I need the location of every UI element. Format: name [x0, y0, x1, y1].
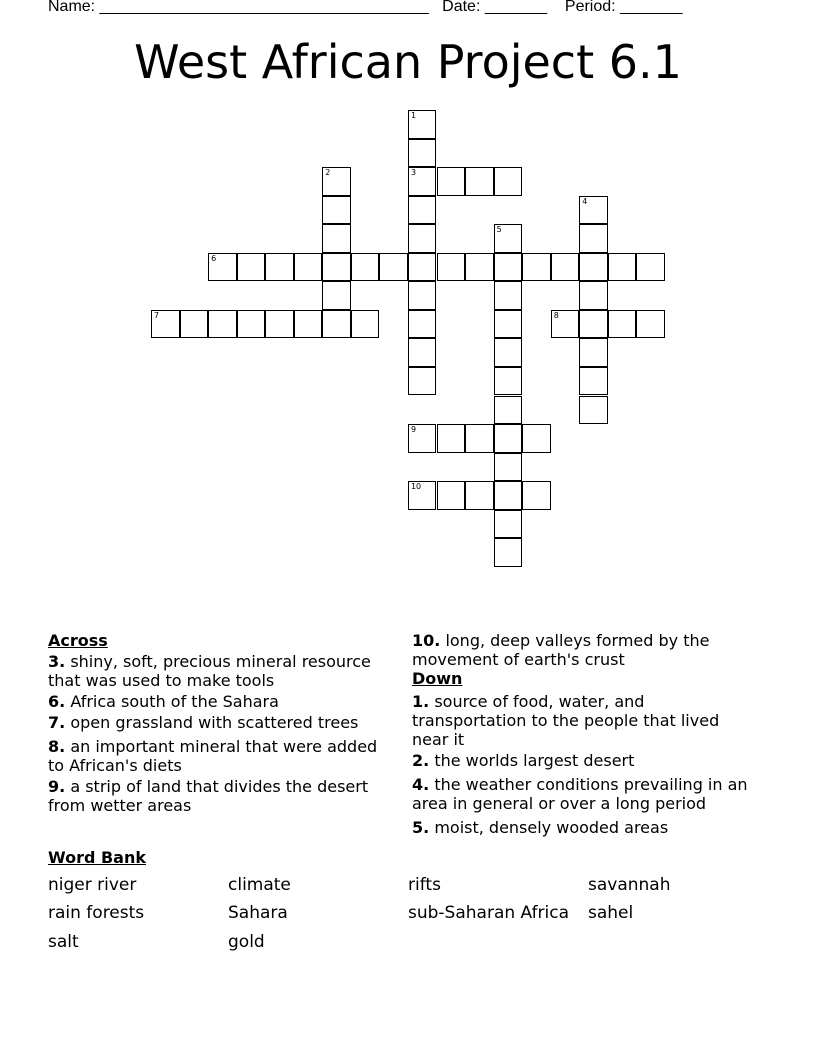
crossword-cell[interactable]	[180, 310, 209, 339]
word-bank-word: Sahara	[228, 903, 288, 923]
clue-across-3: 3. shiny, soft, precious mineral resource that was used to make tools	[48, 652, 371, 690]
word-bank-word: salt	[48, 932, 79, 952]
word-bank-word: niger river	[48, 875, 137, 895]
crossword-cell[interactable]	[408, 281, 437, 310]
crossword-cell[interactable]	[408, 167, 437, 196]
crossword-cell[interactable]	[608, 253, 637, 282]
crossword-cell[interactable]	[351, 310, 380, 339]
crossword-cell[interactable]	[151, 310, 180, 339]
cell-number: 5	[496, 225, 502, 235]
crossword-cell[interactable]	[494, 367, 523, 396]
crossword-cell[interactable]	[494, 338, 523, 367]
crossword-cell[interactable]	[294, 253, 323, 282]
crossword-cell[interactable]	[522, 424, 551, 453]
crossword-cell[interactable]	[551, 253, 580, 282]
crossword-cell[interactable]	[494, 281, 523, 310]
crossword-cell[interactable]	[408, 310, 437, 339]
crossword-cell[interactable]	[579, 281, 608, 310]
clue-across-8: 8. an important mineral that were added to African's diets	[48, 737, 378, 775]
crossword-cell[interactable]	[465, 167, 494, 196]
cell-number: 4	[582, 196, 588, 206]
page-title: West African Project 6.1	[134, 35, 682, 89]
crossword-cell[interactable]	[494, 510, 523, 539]
cell-number: 9	[410, 425, 417, 435]
crossword-cell[interactable]	[408, 338, 437, 367]
crossword-cell[interactable]	[408, 424, 437, 453]
crossword-cell[interactable]	[322, 281, 351, 310]
cell-number: 7	[154, 310, 160, 320]
crossword-cell[interactable]	[408, 253, 437, 282]
crossword-cell[interactable]	[494, 538, 523, 567]
across-heading: Across	[48, 631, 108, 650]
crossword-cell[interactable]	[379, 253, 408, 282]
crossword-cell[interactable]	[494, 481, 523, 510]
word-bank-word: sub-Saharan Africa	[408, 903, 570, 923]
crossword-cell[interactable]	[265, 253, 294, 282]
word-bank-word: savannah	[588, 875, 671, 895]
crossword-cell[interactable]	[579, 310, 608, 339]
clue-down-4: 4. the weather conditions prevailing in an area in general or over a long period	[412, 775, 748, 813]
crossword-cell[interactable]	[322, 310, 351, 339]
crossword-cell[interactable]	[294, 310, 323, 339]
crossword-cell[interactable]	[522, 481, 551, 510]
crossword-cell[interactable]	[437, 424, 466, 453]
cell-number: 6	[211, 253, 217, 263]
crossword-cell[interactable]	[408, 110, 437, 139]
cell-number: 3	[410, 168, 417, 178]
crossword-cell[interactable]	[237, 253, 266, 282]
crossword-cell[interactable]	[494, 310, 523, 339]
crossword-cell[interactable]	[579, 338, 608, 367]
clue-down-1: 1. source of food, water, and transportation to the people that lived near it	[412, 692, 720, 749]
crossword-cell[interactable]	[208, 310, 237, 339]
crossword-cell[interactable]	[322, 224, 351, 253]
word-bank-word: rifts	[408, 875, 441, 895]
crossword-cell[interactable]	[465, 253, 494, 282]
crossword-cell[interactable]	[579, 396, 608, 425]
crossword-cell[interactable]	[408, 367, 437, 396]
cell-number: 10	[410, 482, 422, 492]
crossword-cell[interactable]	[437, 167, 466, 196]
crossword-cell[interactable]	[579, 253, 608, 282]
name-date-period-line[interactable]: Name: _____________________________________ Date: _______ Period: _______	[48, 0, 683, 15]
crossword-cell[interactable]	[608, 310, 637, 339]
clues-right-column	[412, 631, 757, 837]
crossword-cell[interactable]	[494, 253, 523, 282]
crossword-cell[interactable]	[522, 253, 551, 282]
crossword-cell[interactable]	[408, 139, 437, 168]
word-bank-word: sahel	[588, 903, 634, 923]
crossword-cell[interactable]	[322, 196, 351, 225]
crossword-cell[interactable]	[408, 196, 437, 225]
cell-number: 1	[410, 111, 417, 120]
clues-left-column	[48, 631, 393, 815]
crossword-cell[interactable]	[408, 481, 437, 510]
clue-down-5: 5. moist, densely wooded areas	[412, 818, 669, 837]
crossword-cell[interactable]	[494, 224, 523, 253]
crossword-cell[interactable]	[579, 367, 608, 396]
crossword-cell[interactable]	[636, 310, 665, 339]
crossword-cell[interactable]	[494, 396, 523, 425]
crossword-cell[interactable]	[237, 310, 266, 339]
cell-number: 8	[553, 310, 559, 320]
down-heading: Down	[412, 669, 463, 688]
crossword-cell[interactable]	[351, 253, 380, 282]
clue-across-6: 6. Africa south of the Sahara	[48, 692, 279, 711]
clue-across-9: 9. a strip of land that divides the desert from wetter areas	[48, 777, 369, 815]
crossword-cell[interactable]	[437, 481, 466, 510]
clue-across-7: 7. open grassland with scattered trees	[48, 713, 359, 732]
crossword-cell[interactable]	[579, 224, 608, 253]
crossword-cell[interactable]	[465, 424, 494, 453]
crossword-cell[interactable]	[437, 253, 466, 282]
crossword-cell[interactable]	[322, 253, 351, 282]
crossword-cell[interactable]	[579, 196, 608, 225]
crossword-cell[interactable]	[494, 453, 523, 482]
cell-number: 2	[325, 168, 331, 178]
word-bank-word: rain forests	[48, 903, 145, 923]
crossword-cell[interactable]	[322, 167, 351, 196]
crossword-cell[interactable]	[408, 224, 437, 253]
crossword-cell[interactable]	[265, 310, 294, 339]
clue-across-10: 10. long, deep valleys formed by the movement of earth's crust	[412, 631, 710, 669]
crossword-cell[interactable]	[208, 253, 237, 282]
word-bank-title: Word Bank	[48, 848, 147, 867]
crossword-cell[interactable]	[636, 253, 665, 282]
crossword-cell[interactable]	[551, 310, 580, 339]
crossword-cell[interactable]	[494, 167, 523, 196]
word-bank-word: climate	[228, 875, 291, 895]
crossword-cell[interactable]	[494, 424, 523, 453]
word-bank-word: gold	[228, 932, 265, 952]
clue-down-2: 2. the worlds largest desert	[412, 751, 635, 770]
crossword-cell[interactable]	[465, 481, 494, 510]
